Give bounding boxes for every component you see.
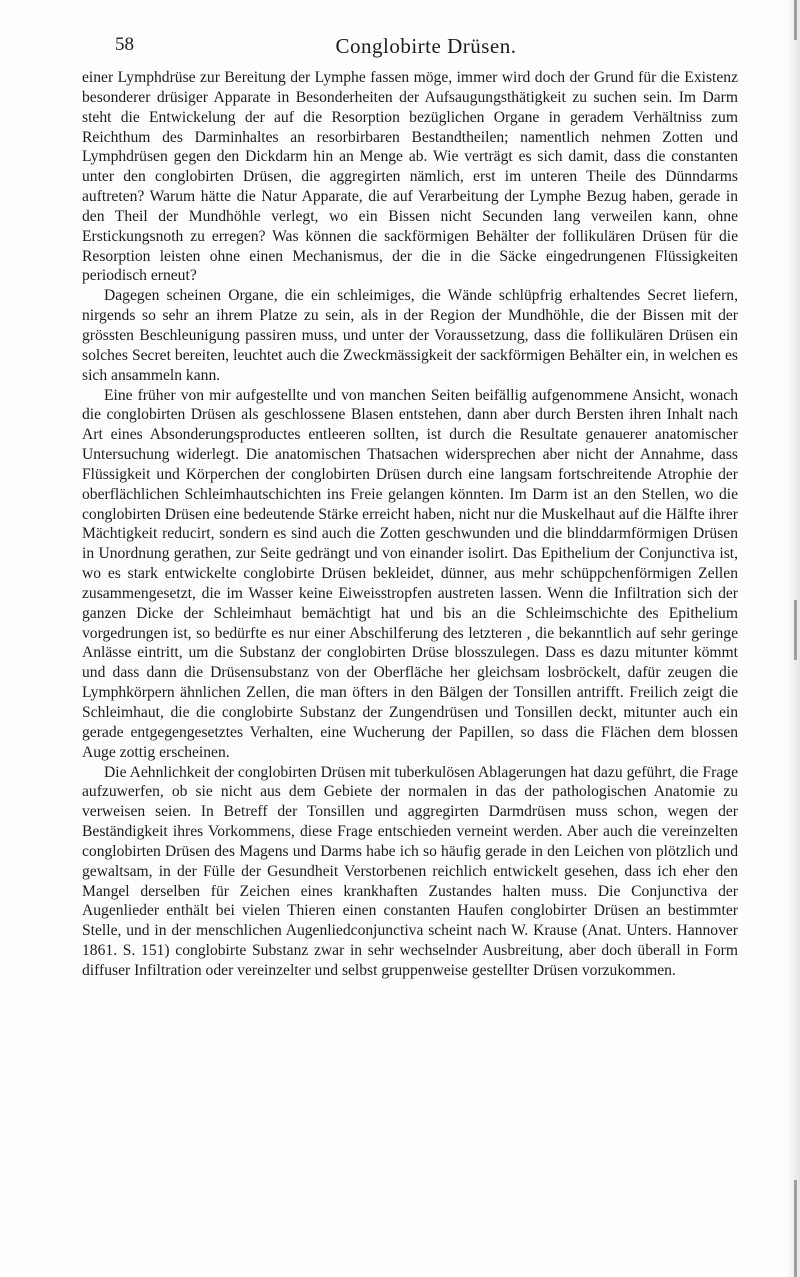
page-edge-mark: [794, 0, 797, 40]
page-number: 58: [115, 34, 134, 55]
paragraph-3: Eine früher von mir aufgestellte und von manchen Seiten beifällig aufgenommene Ansicht, wonach die conglobirten Drüsen als geschlossene Blasen entstehen, dann aber durch Bersten ihren Inhalt nach Art eines Absonderungsproductes entleeren sollten, ist durch die Resultate genauerer anatomischer Untersuchung widerlegt. Die anatomischen Thatsachen widersprechen aber nicht der Annahme, dass Flüssigkeit und Körperchen der conglobirten Drüsen durch eine langsam fortschreitende Atrophie der oberflächlichen Schleimhautschichten ins Freie gelangen könnten. Im Darm ist an den Stellen, wo die conglobirten Drüsen eine bedeutende Stärke erreicht haben, nicht nur die Muskelhaut auf die Hälfte ihrer Mächtigkeit reducirt, sondern es sind auch die Zotten geschwunden und die blinddarmförmigen Drüsen in Unordnung gerathen, zur Seite gedrängt und von einander isolirt. Das Epithelium der Conjunctiva ist, wo es stark entwickelte conglobirte Drüsen bekleidet, dünner, aus mehr schüppchenförmigen Zellen zusammengesetzt, die im Wasser keine Eiweisstropfen austreten lassen. Wenn die Infiltration sich der ganzen Dicke der Schleimhaut bemächtigt hat und bis an die Schleimschichte des Epithelium vorgedrungen ist, so bedürfte es nur einer Abschilferung des letzteren , die bekanntlich auf sehr geringe Anlässe eintritt, um die Substanz der conglobirten Drüse blosszulegen. Dass es dazu mitunter kömmt und dass dann die Drüsensubstanz von der Oberfläche her gleichsam losbröckelt, dafür zeugen die Lymphkörpern ähnlichen Zellen, die man öfters in den Bälgen der Tonsillen antrifft. Freilich zeigt die Schleimhaut, die die conglobirte Substanz der Zungendrüsen und Tonsillen deckt, mitunter auch ein gerade entgegengesetztes Verhalten, eine Wucherung der Papillen, so dass die Flächen dem blossen Auge zottig erscheinen.: [82, 386, 738, 761]
body-text: [82, 68, 738, 981]
paragraph-4: Die Aehnlichkeit der conglobirten Drüsen mit tuberkulösen Ablagerungen hat dazu geführt, die Frage aufzuwerfen, ob sie nicht aus dem Gebiete der normalen in das der pathologischen Anatomie zu verweisen seien. In Betreff der Tonsillen und aggregirten Darmdrüsen muss schon, wegen der Beständigkeit ihres Vorkommens, diese Frage entschieden verneint werden. Aber auch die vereinzelten conglobirten Drüsen des Magens und Darms habe ich so häufig gerade in den Leichen von plötzlich und gewaltsam, in der Fülle der Gesundheit Verstorbenen reichlich entwickelt gesehen, dass ich eher den Mangel derselben für Zeichen eines krankhaften Zustandes halten muss. Die Conjunctiva der Augenlieder enthält bei vielen Thieren einen constanten Haufen conglobirter Drüsen an bestimmter Stelle, und in der menschlichen Augenliedconjunctiva scheint nach W. Krause (Anat. Unters. Hannover 1861. S. 151) conglobirte Substanz zwar in sehr wechselnder Ausbreitung, aber doch überall in Form diffuser Infiltration oder vereinzelter und selbst gruppenweise gestellter Drüsen vorzukommen.: [82, 763, 738, 979]
page-edge-mark: [794, 600, 797, 660]
page-header: [115, 34, 737, 64]
running-title: Conglobirte Drüsen.: [335, 34, 517, 58]
page-edge-mark: [794, 1180, 797, 1277]
page-edge-shadow: [786, 0, 800, 1277]
paragraph-2: Dagegen scheinen Organe, die ein schleimiges, die Wände schlüpfrig erhaltendes Secret liefern, nirgends so sehr an ihrem Platze zu sein, als in der Region der Mundhöhle, die der Bissen mit der grössten Beschleunigung passiren muss, und unter der Voraussetzung, dass die follikulären Drüsen ein solches Secret bereiten, leuchtet auch die Zweckmässigkeit der sackförmigen Behälter ein, in welchen es sich ansammeln kann.: [82, 287, 738, 384]
paragraph-1: einer Lymphdrüse zur Bereitung der Lymphe fassen möge, immer wird doch der Grund für die Existenz besonderer drüsiger Apparate in Besonderheiten der Aufsaugungsthätigkeit zu suchen sein. Im Darm steht die Entwickelung der auf die Resorption bezüglichen Organe in geradem Verhältniss zum Reichthum des Darminhaltes an resorbirbaren Bestandtheilen; namentlich nehmen Zotten und Lymphdrüsen gegen den Dickdarm hin an Menge ab. Wie verträgt es sich damit, dass die constanten unter den conglobirten Drüsen, die aggregirten nämlich, erst im unteren Theile des Dünndarms auftreten? Warum hätte die Natur Apparate, die auf Verarbeitung der Lymphe Bezug haben, gerade in den Theil der Mundhöhle verlegt, wo ein Bissen nicht Secunden lang verweilen kann, ohne Erstickungsnoth zu erregen? Was können die sackförmigen Behälter der follikulären Drüsen für die Resorption leisten ohne einen Mechanismus, der die in die Säcke eingedrungenen Flüssigkeiten periodisch erneut?: [82, 69, 738, 285]
